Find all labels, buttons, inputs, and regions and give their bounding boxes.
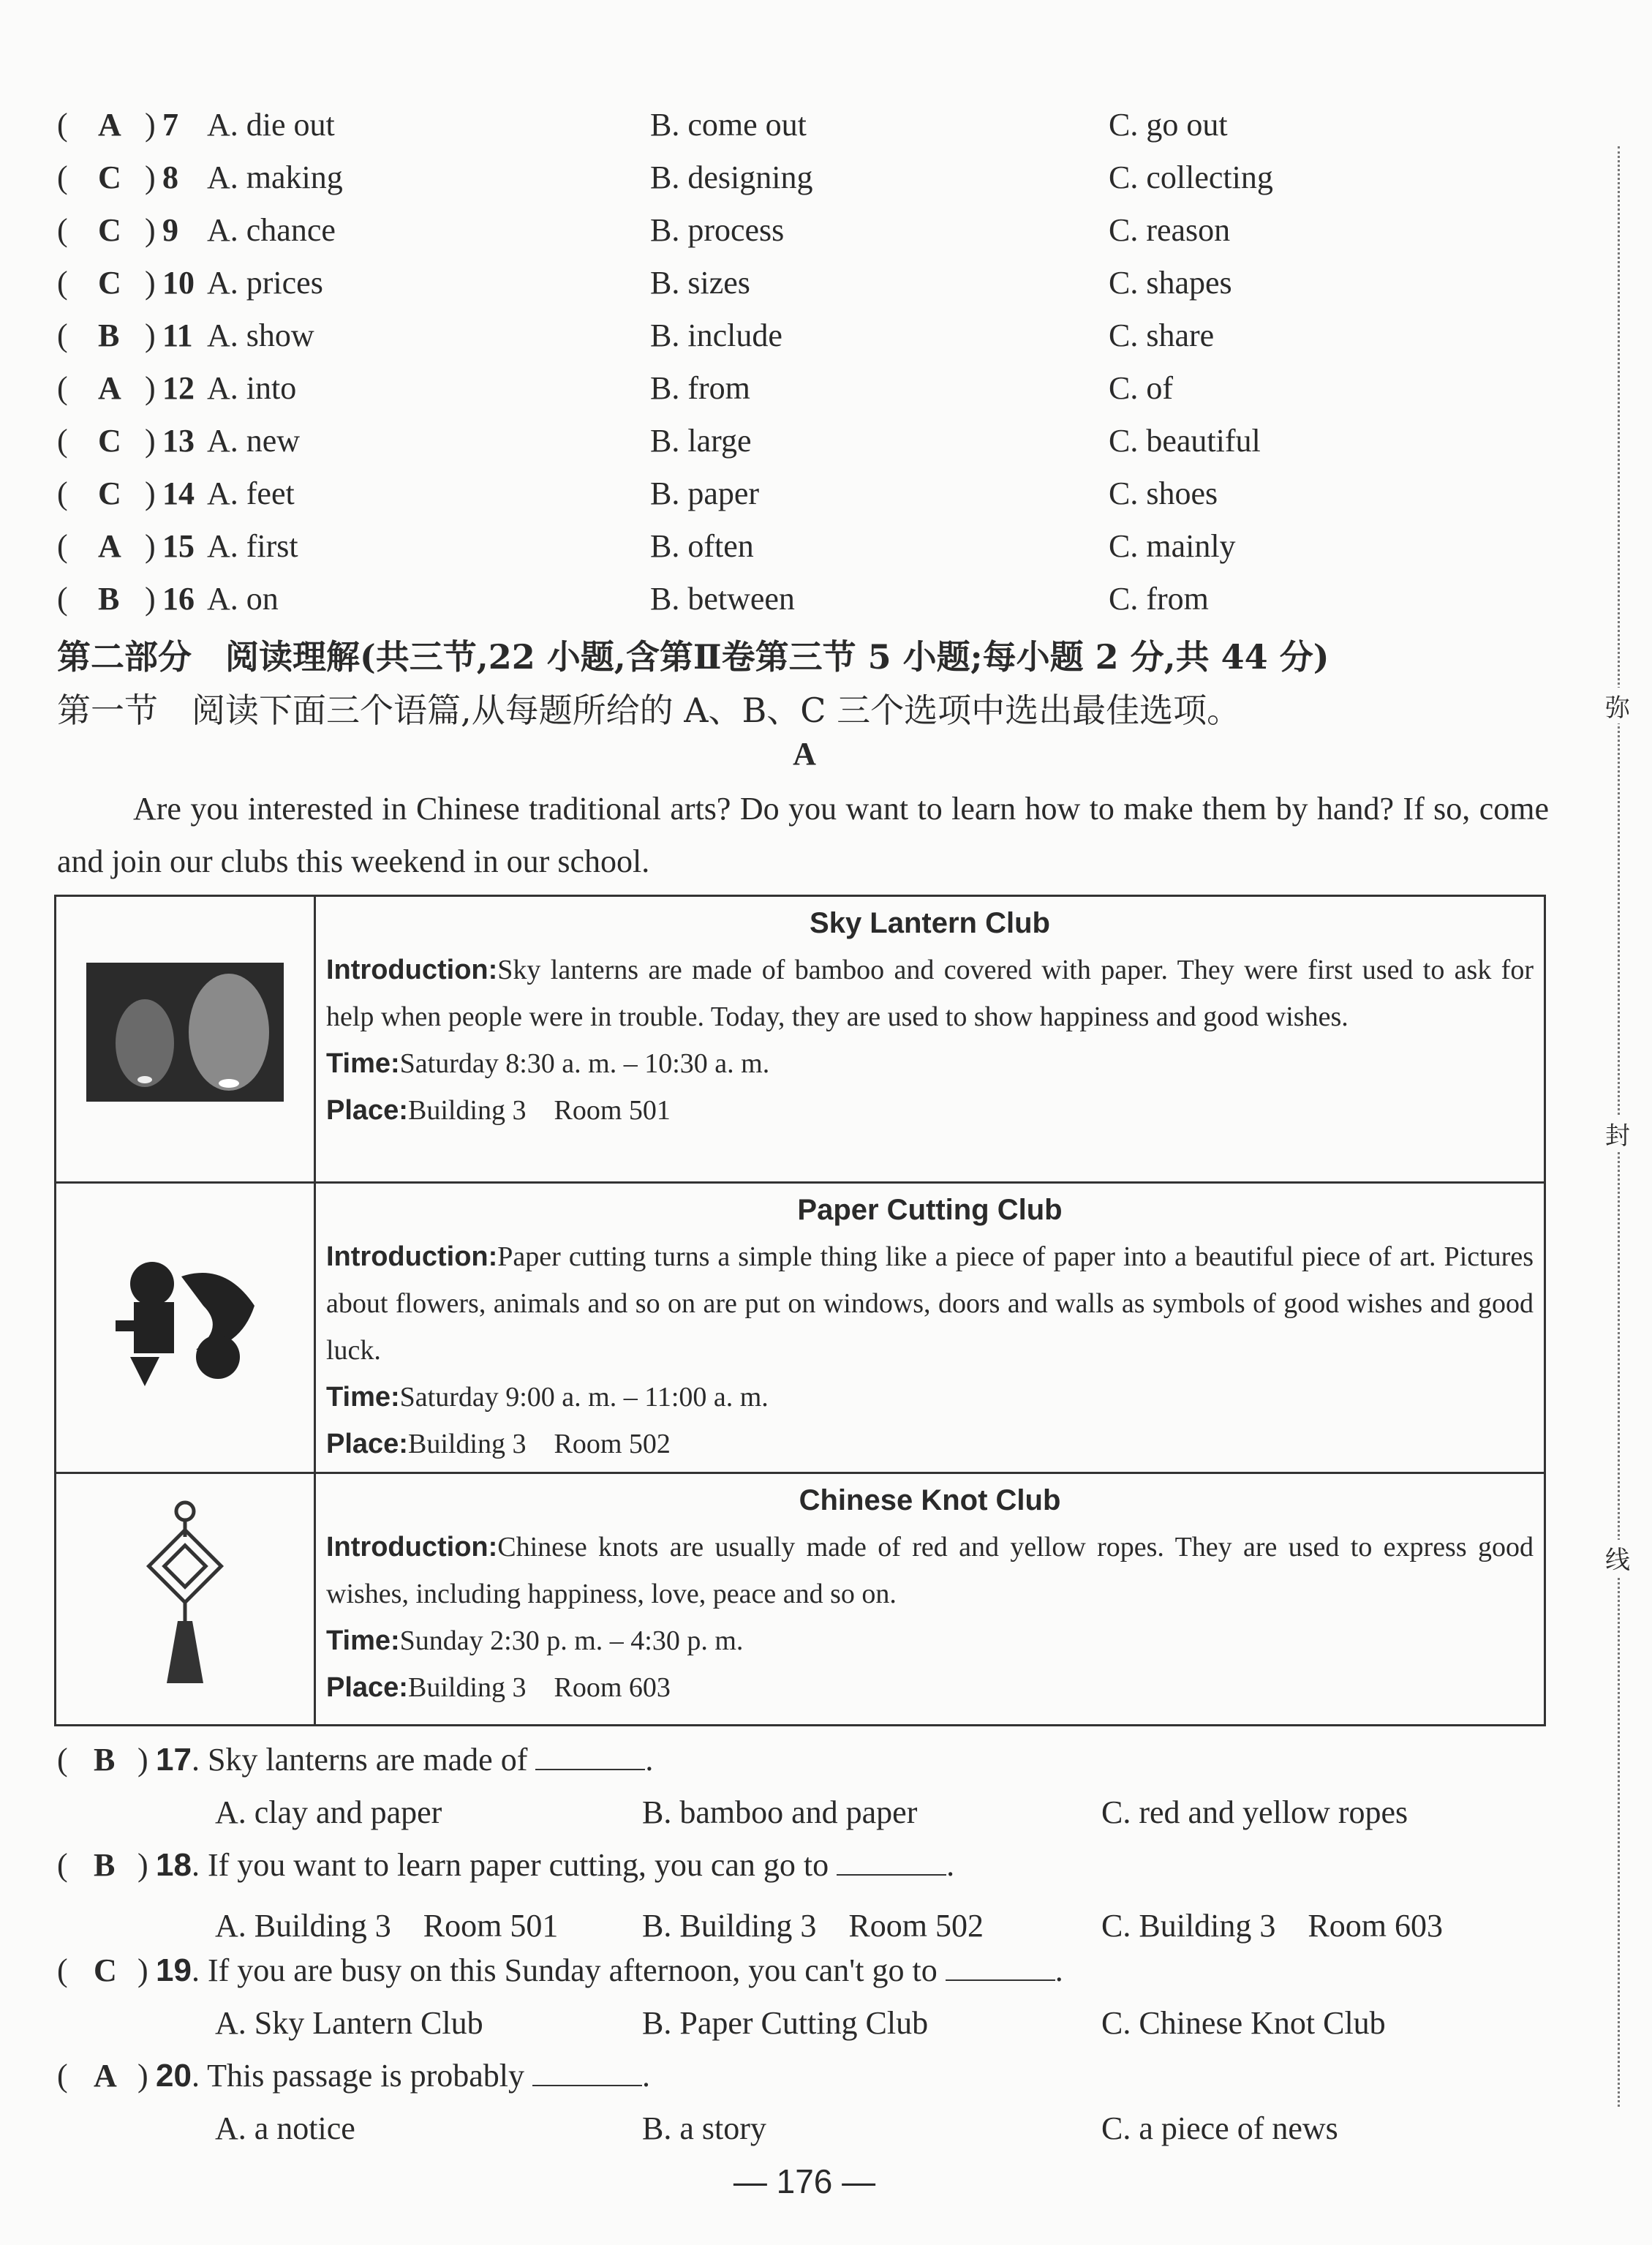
page-number: — 176 —	[733, 2162, 876, 2200]
question-row	[57, 475, 1556, 527]
question-number: 17	[156, 1742, 192, 1778]
sky-lantern-photo	[56, 896, 315, 1183]
answer-letter: B	[94, 1847, 116, 1883]
question-line: 20. This passage is probably .	[156, 2058, 650, 2094]
question-number: 10	[162, 265, 195, 301]
paren-open: (	[57, 423, 68, 459]
question-number: 9	[162, 212, 178, 248]
reading-question	[57, 1741, 1556, 1830]
option-a: A. prices	[207, 265, 323, 301]
paren-close: )	[137, 1847, 148, 1883]
option-a: A. a notice	[215, 2110, 355, 2146]
paren-close: )	[145, 159, 156, 195]
paren-open: (	[57, 528, 68, 564]
stem-end: .	[946, 1847, 955, 1883]
option-c: C. Building 3 Room 603	[1101, 1908, 1443, 1944]
club-info	[315, 896, 1545, 1183]
option-c: C. Chinese Knot Club	[1101, 2005, 1386, 2041]
question-number: 20	[156, 2058, 192, 2094]
question-number: 13	[162, 423, 195, 459]
passage-label: A	[793, 736, 816, 772]
club-name: Sky Lantern Club	[810, 907, 1050, 939]
stem-end: .	[641, 2058, 650, 2094]
option-b: B. come out	[650, 107, 807, 143]
paren-open: (	[57, 317, 68, 353]
option-b: B. from	[650, 370, 750, 406]
option-c: C. from	[1109, 581, 1209, 617]
question-row	[57, 317, 1556, 369]
answer-blank	[946, 1953, 1055, 1981]
part2-heading: 第二部分 阅读理解(共三节,22 小题,含第Ⅱ卷第三节 5 小题;每小题 2 分,共 44 分)	[57, 637, 1329, 677]
paren-close: )	[137, 2058, 148, 2094]
option-a: A. die out	[207, 107, 335, 143]
paren-open: (	[57, 2058, 68, 2094]
stem-end: .	[645, 1742, 654, 1778]
option-c: C. go out	[1109, 107, 1228, 143]
club-info	[315, 1473, 1545, 1726]
question-row	[57, 422, 1556, 475]
paren-open: (	[57, 1847, 68, 1883]
option-b: B. Building 3 Room 502	[642, 1908, 984, 1944]
question-number: 11	[162, 317, 193, 353]
question-number: 19	[156, 1952, 192, 1988]
question-stem: Sky lanterns are made of	[207, 1742, 528, 1778]
question-row	[57, 159, 1556, 211]
question-row	[57, 211, 1556, 264]
option-b: B. process	[650, 212, 785, 248]
margin-char: 封	[1605, 1116, 1630, 1151]
question-line: 17. Sky lanterns are made of .	[156, 1742, 654, 1778]
question-stem: This passage is probably	[207, 2058, 524, 2094]
reading-question	[57, 2057, 1556, 2146]
intro-label: Introduction:	[326, 955, 498, 985]
paren-close: )	[145, 423, 156, 459]
club-info	[315, 1183, 1545, 1473]
club-intro: Sky lanterns are made of bamboo and covered with paper. They were first used to ask for help when people were in trouble. Today, they are used to show happiness and good wishes.	[326, 955, 1534, 1032]
club-name: Paper Cutting Club	[797, 1194, 1063, 1226]
answer-blank	[837, 1848, 946, 1876]
passage-intro: Are you interested in Chinese traditional arts? Do you want to learn how to make them by hand? If so, come and join our clubs this weekend in our school.	[57, 791, 1549, 879]
answer-letter: A	[98, 528, 121, 564]
question-number: 7	[162, 107, 178, 143]
club-row-sky-lantern	[56, 896, 1545, 1183]
paren-close: )	[145, 265, 156, 301]
clubs-table	[54, 895, 1546, 1726]
option-b: B. include	[650, 317, 782, 353]
answer-blank	[532, 2058, 642, 2086]
paren-open: (	[57, 265, 68, 301]
option-a: A. Building 3 Room 501	[215, 1908, 559, 1944]
question-row	[57, 369, 1556, 422]
paren-close: )	[145, 475, 156, 511]
option-c: C. reason	[1109, 212, 1231, 248]
option-c: C. collecting	[1109, 159, 1273, 195]
paren-close: )	[145, 107, 156, 143]
question-row	[57, 527, 1556, 580]
paren-close: )	[145, 370, 156, 406]
option-b: B. bamboo and paper	[642, 1794, 918, 1830]
option-c: C. shoes	[1109, 475, 1218, 511]
option-a: A. first	[207, 528, 298, 564]
option-b: B. sizes	[650, 265, 750, 301]
option-c: C. beautiful	[1109, 423, 1261, 459]
paren-close: )	[145, 581, 156, 617]
option-b: B. Paper Cutting Club	[642, 2005, 929, 2041]
paper-cutting-image	[56, 1183, 315, 1473]
question-row	[57, 106, 1556, 159]
paren-open: (	[57, 370, 68, 406]
reading-question	[57, 1952, 1556, 2041]
club-intro: Chinese knots are usually made of red and yellow ropes. They are used to express good wishes, including happiness, love, peace and so on.	[326, 1532, 1534, 1609]
question-row	[57, 264, 1556, 317]
club-place: Building 3 Room 603	[407, 1672, 671, 1703]
paren-close: )	[137, 1742, 148, 1778]
chinese-knot-image	[56, 1473, 315, 1726]
option-c: C. red and yellow ropes	[1101, 1794, 1408, 1830]
answer-letter: C	[98, 475, 121, 511]
option-a: A. feet	[207, 475, 295, 511]
option-a: A. making	[207, 159, 343, 195]
answer-letter: C	[98, 423, 121, 459]
answer-letter: A	[98, 107, 121, 143]
paren-open: (	[57, 107, 68, 143]
answer-blank	[535, 1742, 645, 1770]
question-line: 19. If you are busy on this Sunday afternoon, you can't go to .	[156, 1952, 1063, 1988]
paren-close: )	[145, 317, 156, 353]
margin-char: 弥	[1605, 688, 1630, 723]
paren-open: (	[57, 1952, 68, 1988]
option-a: A. chance	[207, 212, 336, 248]
question-number: 12	[162, 370, 195, 406]
question-number: 15	[162, 528, 195, 564]
option-c: C. shapes	[1109, 265, 1232, 301]
answer-letter: B	[98, 581, 120, 617]
paren-open: (	[57, 159, 68, 195]
margin-char: 线	[1605, 1540, 1630, 1576]
place-label: Place:	[326, 1672, 408, 1703]
reading-question	[57, 1846, 1556, 1944]
club-row-chinese-knot	[56, 1473, 1545, 1726]
club-place: Building 3 Room 501	[407, 1095, 671, 1126]
option-c: C. a piece of news	[1101, 2110, 1338, 2146]
option-b: B. designing	[650, 159, 813, 195]
time-label: Time:	[326, 1048, 400, 1079]
option-a: A. into	[207, 370, 297, 406]
paren-close: )	[145, 528, 156, 564]
place-label: Place:	[326, 1429, 408, 1459]
option-c: C. mainly	[1109, 528, 1236, 564]
club-place: Building 3 Room 502	[407, 1429, 671, 1459]
club-time: Sunday 2:30 p. m. – 4:30 p. m.	[399, 1625, 744, 1656]
answer-letter: C	[94, 1952, 117, 1988]
section1-heading: 第一节 阅读下面三个语篇,从每题所给的 A、B、C 三个选项中选出最佳选项。	[57, 691, 1241, 730]
option-b: B. a story	[642, 2110, 766, 2146]
club-time: Saturday 8:30 a. m. – 10:30 a. m.	[399, 1048, 770, 1079]
stem-end: .	[1055, 1952, 1063, 1988]
question-number: 18	[156, 1847, 192, 1883]
paren-open: (	[57, 1742, 68, 1778]
intro-label: Introduction:	[326, 1532, 498, 1563]
club-intro: Paper cutting turns a simple thing like a piece of paper into a beautiful piece of art. Pictures about flowers, animals and so on are put on windows, doors and walls as symbols of good wishes and good luck.	[326, 1241, 1534, 1366]
option-b: B. large	[650, 423, 752, 459]
time-label: Time:	[326, 1625, 400, 1656]
time-label: Time:	[326, 1382, 400, 1413]
option-a: A. on	[207, 581, 279, 617]
question-row	[57, 580, 1556, 633]
paren-close: )	[145, 212, 156, 248]
option-c: C. of	[1109, 370, 1173, 406]
club-row-paper-cutting	[56, 1183, 1545, 1473]
question-number: 16	[162, 581, 195, 617]
answer-letter: A	[98, 370, 121, 406]
question-number: 14	[162, 475, 195, 511]
option-a: A. new	[207, 423, 301, 459]
option-a: A. clay and paper	[215, 1794, 442, 1830]
intro-label: Introduction:	[326, 1241, 498, 1272]
paren-open: (	[57, 475, 68, 511]
paren-open: (	[57, 581, 68, 617]
answer-letter: B	[94, 1742, 116, 1778]
option-b: B. often	[650, 528, 754, 564]
option-a: A. show	[207, 317, 314, 353]
option-b: B. between	[650, 581, 795, 617]
club-time: Saturday 9:00 a. m. – 11:00 a. m.	[399, 1382, 769, 1413]
option-a: A. Sky Lantern Club	[215, 2005, 483, 2041]
answer-letter: B	[98, 317, 120, 353]
answer-letter: A	[94, 2058, 117, 2094]
answer-letter: C	[98, 265, 121, 301]
paren-close: )	[137, 1952, 148, 1988]
question-stem: If you are busy on this Sunday afternoon, you can't go to	[207, 1952, 938, 1988]
option-c: C. share	[1109, 317, 1215, 353]
answer-letter: C	[98, 212, 121, 248]
place-label: Place:	[326, 1095, 408, 1126]
question-number: 8	[162, 159, 178, 195]
option-b: B. paper	[650, 475, 760, 511]
paren-open: (	[57, 212, 68, 248]
club-name: Chinese Knot Club	[799, 1484, 1061, 1516]
answer-letter: C	[98, 159, 121, 195]
question-stem: If you want to learn paper cutting, you can go to	[207, 1847, 829, 1883]
question-line: 18. If you want to learn paper cutting, you can go to .	[156, 1847, 955, 1883]
